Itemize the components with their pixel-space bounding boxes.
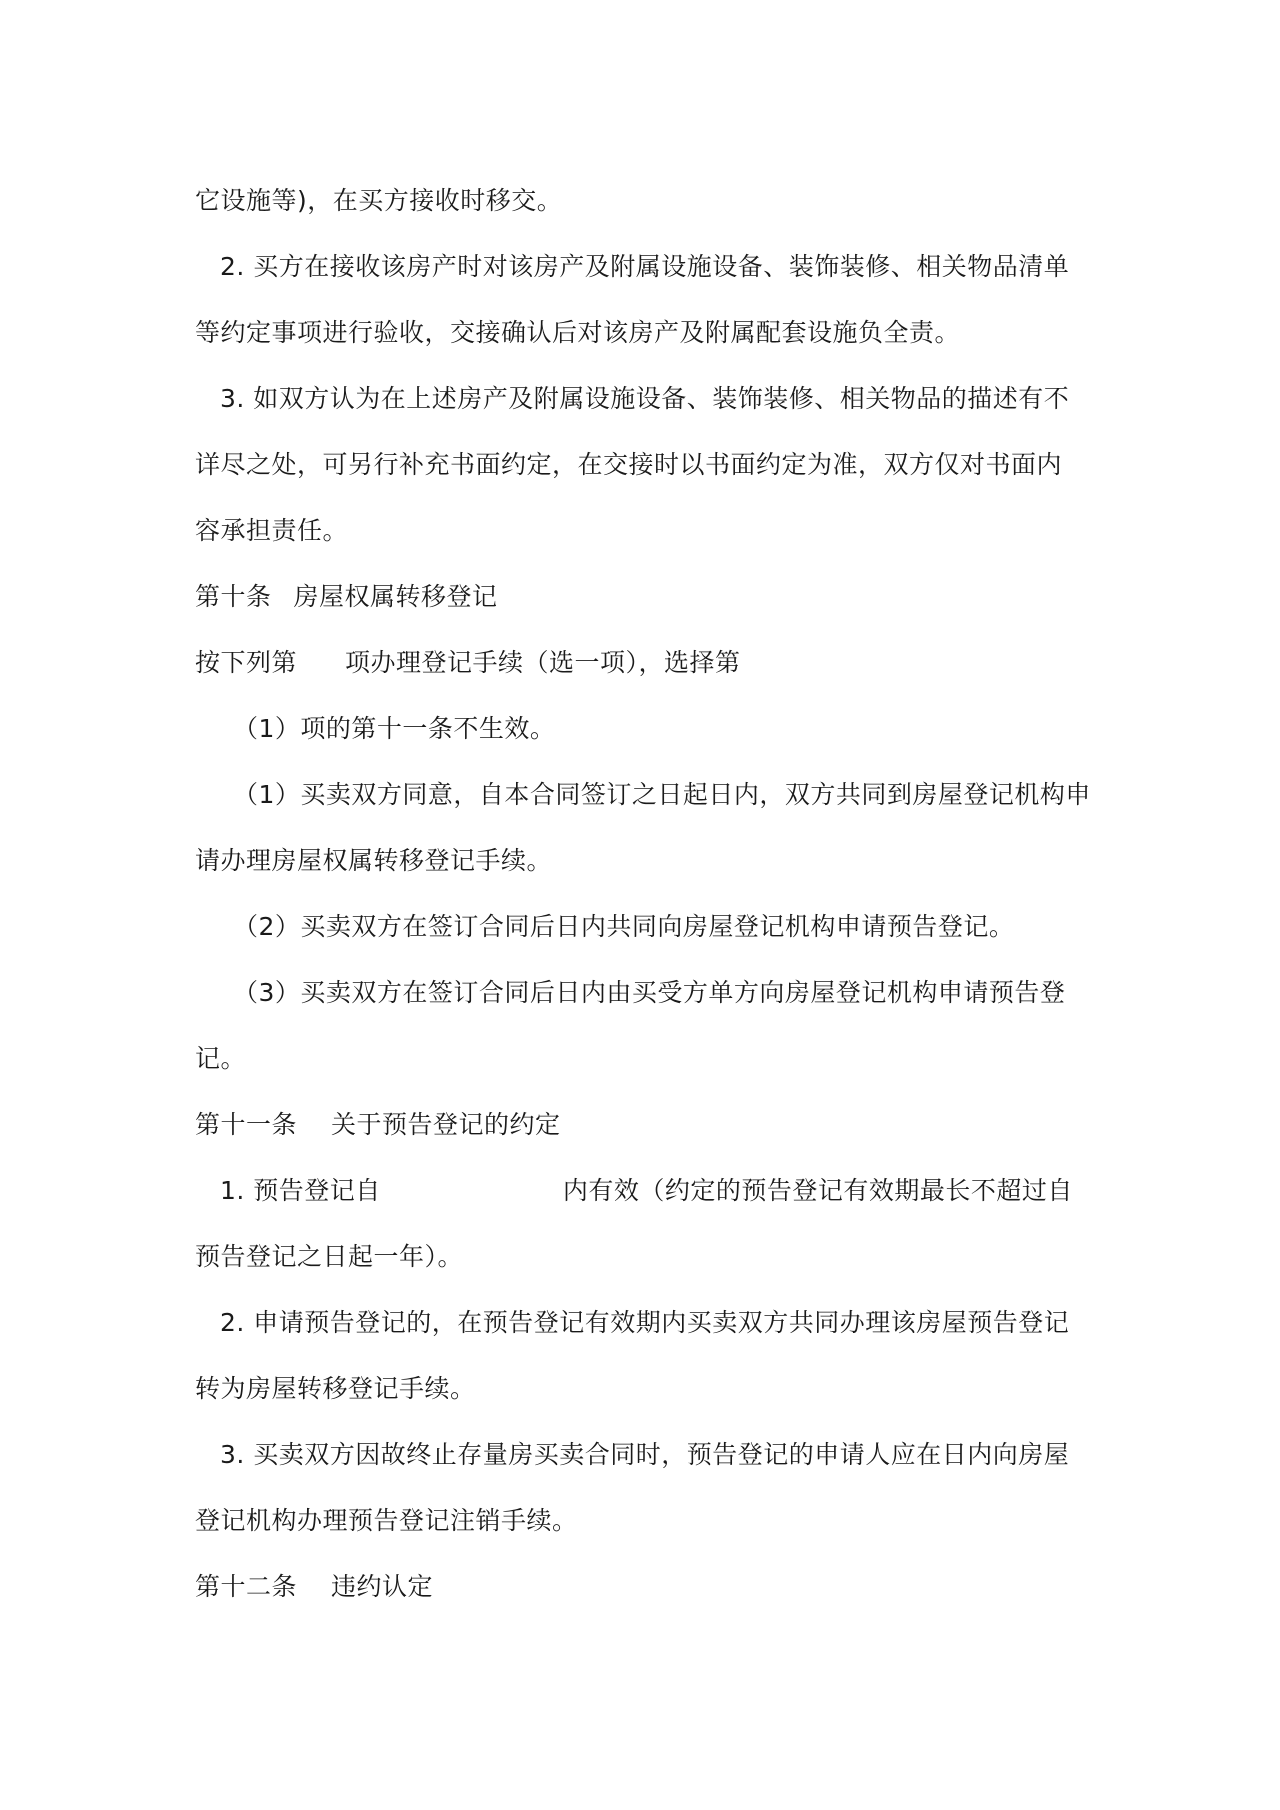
document-page [195,168,1095,1620]
paragraph-line: 容承担责任。 [195,516,349,545]
article-12-number: 第十二条 [195,1572,298,1601]
clause-2: 2. 申请预告登记的，在预告登记有效期内买卖双方共同办理该房屋预告登记 [220,1308,1070,1337]
article-10-heading [195,564,1095,630]
article-10-number: 第十条 [195,582,272,611]
paragraph-line: 请办理房屋权属转移登记手续。 [195,846,553,875]
paragraph-line: 记。 [195,1044,247,1073]
clause-3: 3. 如双方认为在上述房产及附属设施设备、装饰装修、相关物品的描述有不 [220,384,1070,413]
clause-3: 3. 买卖双方因故终止存量房买卖合同时，预告登记的申请人应在日内向房屋 [220,1440,1070,1469]
paragraph-line: 它设施等)，在买方接收时移交。 [195,186,563,215]
paragraph-line: 详尽之处，可另行补充书面约定，在交接时以书面约定为准，双方仅对书面内 [195,450,1063,479]
article-11-heading [195,1092,1095,1158]
paragraph-line: 预告登记之日起一年）。 [195,1242,464,1271]
clause-1-suffix: 内有效（约定的预告登记有效期最长不超过自 [562,1176,1073,1205]
option-1: （1）买卖双方同意，自本合同签订之日起日内，双方共同到房屋登记机构申 [233,780,1091,809]
registration-choice-suffix: 项办理登记手续（选一项），选择第 [345,648,741,677]
clause-2: 2. 买方在接收该房产时对该房产及附属设施设备、装饰装修、相关物品清单 [220,252,1070,281]
registration-choice-line [195,630,1095,696]
article-12-heading [195,1554,1095,1620]
option-2: （2）买卖双方在签订合同后日内共同向房屋登记机构申请预告登记。 [233,912,1015,941]
article-11-number: 第十一条 [195,1110,298,1139]
clause-1 [195,1158,1095,1224]
clause-1-prefix: 1. 预告登记自 [220,1176,381,1205]
article-10-title: 房屋权属转移登记 [293,582,498,611]
article-12-title: 违约认定 [331,1572,434,1601]
paragraph-line: 等约定事项进行验收，交接确认后对该房产及附属配套设施负全责。 [195,318,961,347]
paragraph-line: 转为房屋转移登记手续。 [195,1374,476,1403]
article-11-title: 关于预告登记的约定 [331,1110,561,1139]
option-note: （1）项的第十一条不生效。 [233,714,556,743]
paragraph-line: 登记机构办理预告登记注销手续。 [195,1506,578,1535]
registration-choice-prefix: 按下列第 [195,648,298,677]
option-3: （3）买卖双方在签订合同后日内由买受方单方向房屋登记机构申请预告登 [233,978,1066,1007]
